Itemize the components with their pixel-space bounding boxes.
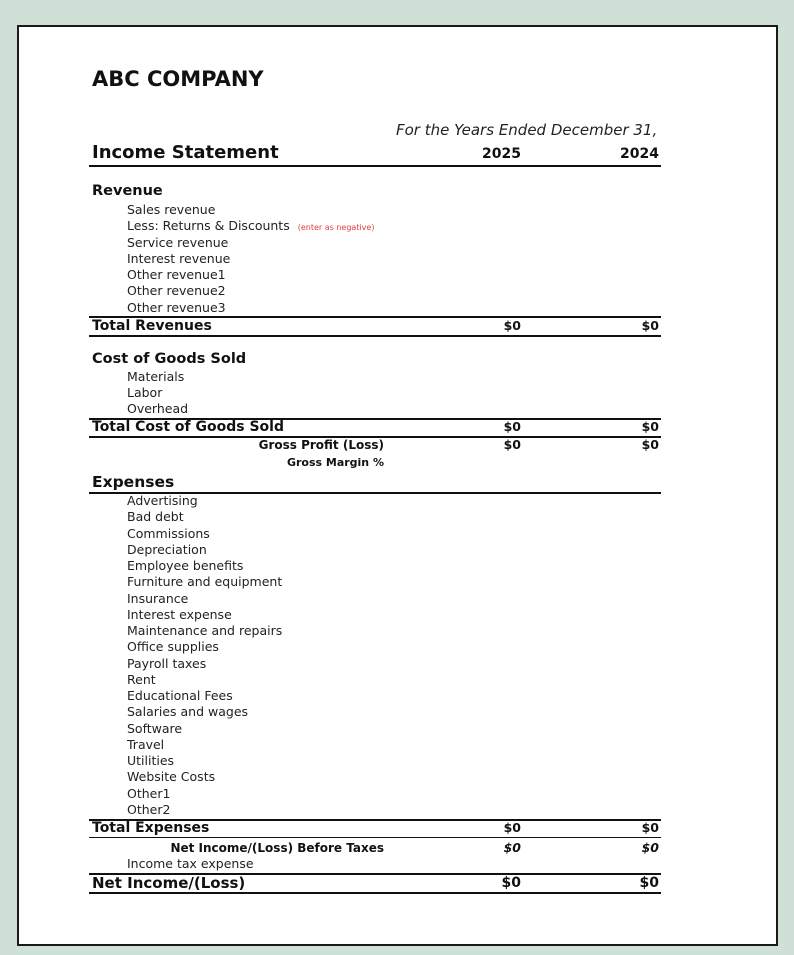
revenue-line-item[interactable]: Other revenue2 [127,283,226,298]
value-2025: $0 [503,419,521,434]
year-2024-header: 2024 [620,146,659,162]
expense-line-item[interactable]: Depreciation [127,541,207,557]
revenue-line-item[interactable]: Other revenue3 [127,300,226,315]
revenue-line-item[interactable]: Sales revenue [127,202,216,217]
net-income-label: Net Income/(Loss) [92,874,246,892]
expense-line-item[interactable]: Interest expense [127,606,232,622]
total-revenues-label: Total Revenues [92,318,212,334]
revenue-line-item[interactable]: Service revenue [127,235,229,250]
value-2025: $0 [503,840,521,855]
expense-line-item[interactable]: Insurance [127,590,189,606]
cogs-header: Cost of Goods Sold [92,351,247,367]
value-2025: $0 [503,318,521,333]
cogs-line-item[interactable]: Materials [127,369,185,384]
expense-line-item[interactable]: Bad debt [127,509,184,525]
divider-line [89,165,661,167]
net-income-before-taxes-label: Net Income/(Loss) Before Taxes [170,841,384,855]
income-tax-expense-item[interactable]: Income tax expense [127,856,254,871]
statement-title: Income Statement [92,142,279,163]
revenue-line-item[interactable]: Other revenue1 [127,267,226,282]
expense-line-item[interactable]: Utilities [127,753,175,769]
expense-line-item[interactable]: Commissions [127,525,210,541]
period-heading: For the Years Ended December 31, [396,121,658,139]
expense-line-item[interactable]: Furniture and equipment [127,574,283,590]
expense-line-item[interactable]: Educational Fees [127,688,233,704]
value-2024: $0 [641,840,659,855]
expense-line-item[interactable]: Other2 [127,801,171,817]
expense-line-item[interactable]: Rent [127,671,156,687]
total-cogs-label: Total Cost of Goods Sold [92,419,284,435]
expense-line-item[interactable]: Maintenance and repairs [127,623,283,639]
cogs-line-item[interactable]: Overhead [127,401,189,416]
expense-line-item[interactable]: Advertising [127,493,198,508]
expense-line-item[interactable]: Website Costs [127,769,216,785]
gross-margin-label: Gross Margin % [286,456,384,469]
year-2025-header: 2025 [482,146,521,162]
value-2024: $0 [641,437,659,452]
total-expenses-label: Total Expenses [92,820,210,836]
gross-profit-label: Gross Profit (Loss) [258,438,384,452]
expense-line-item[interactable]: Software [127,720,183,736]
expense-line-item[interactable]: Employee benefits [127,558,244,574]
divider-line [89,335,661,337]
revenue-line-item[interactable]: Less: Returns & Discounts (enter as negative) [127,218,375,233]
value-2024: $0 [641,820,659,835]
expense-line-item[interactable]: Payroll taxes [127,655,207,671]
expense-line-item[interactable]: Salaries and wages [127,704,249,720]
expense-line-item[interactable]: Other1 [127,785,171,801]
negative-entry-note: (enter as negative) [297,223,375,232]
revenue-line-item[interactable]: Interest revenue [127,251,231,266]
company-name: ABC COMPANY [92,67,264,91]
value-2025: $0 [501,875,521,891]
revenue-header: Revenue [92,183,163,199]
expense-line-item[interactable]: Travel [127,736,165,752]
value-2024: $0 [639,875,659,891]
divider-line [89,892,661,894]
cogs-line-item[interactable]: Labor [127,385,163,400]
value-2024: $0 [641,419,659,434]
expenses-header: Expenses [92,473,175,491]
expense-line-item[interactable]: Office supplies [127,639,219,655]
value-2025: $0 [503,820,521,835]
value-2025: $0 [503,437,521,452]
divider-line [89,837,661,838]
value-2024: $0 [641,318,659,333]
